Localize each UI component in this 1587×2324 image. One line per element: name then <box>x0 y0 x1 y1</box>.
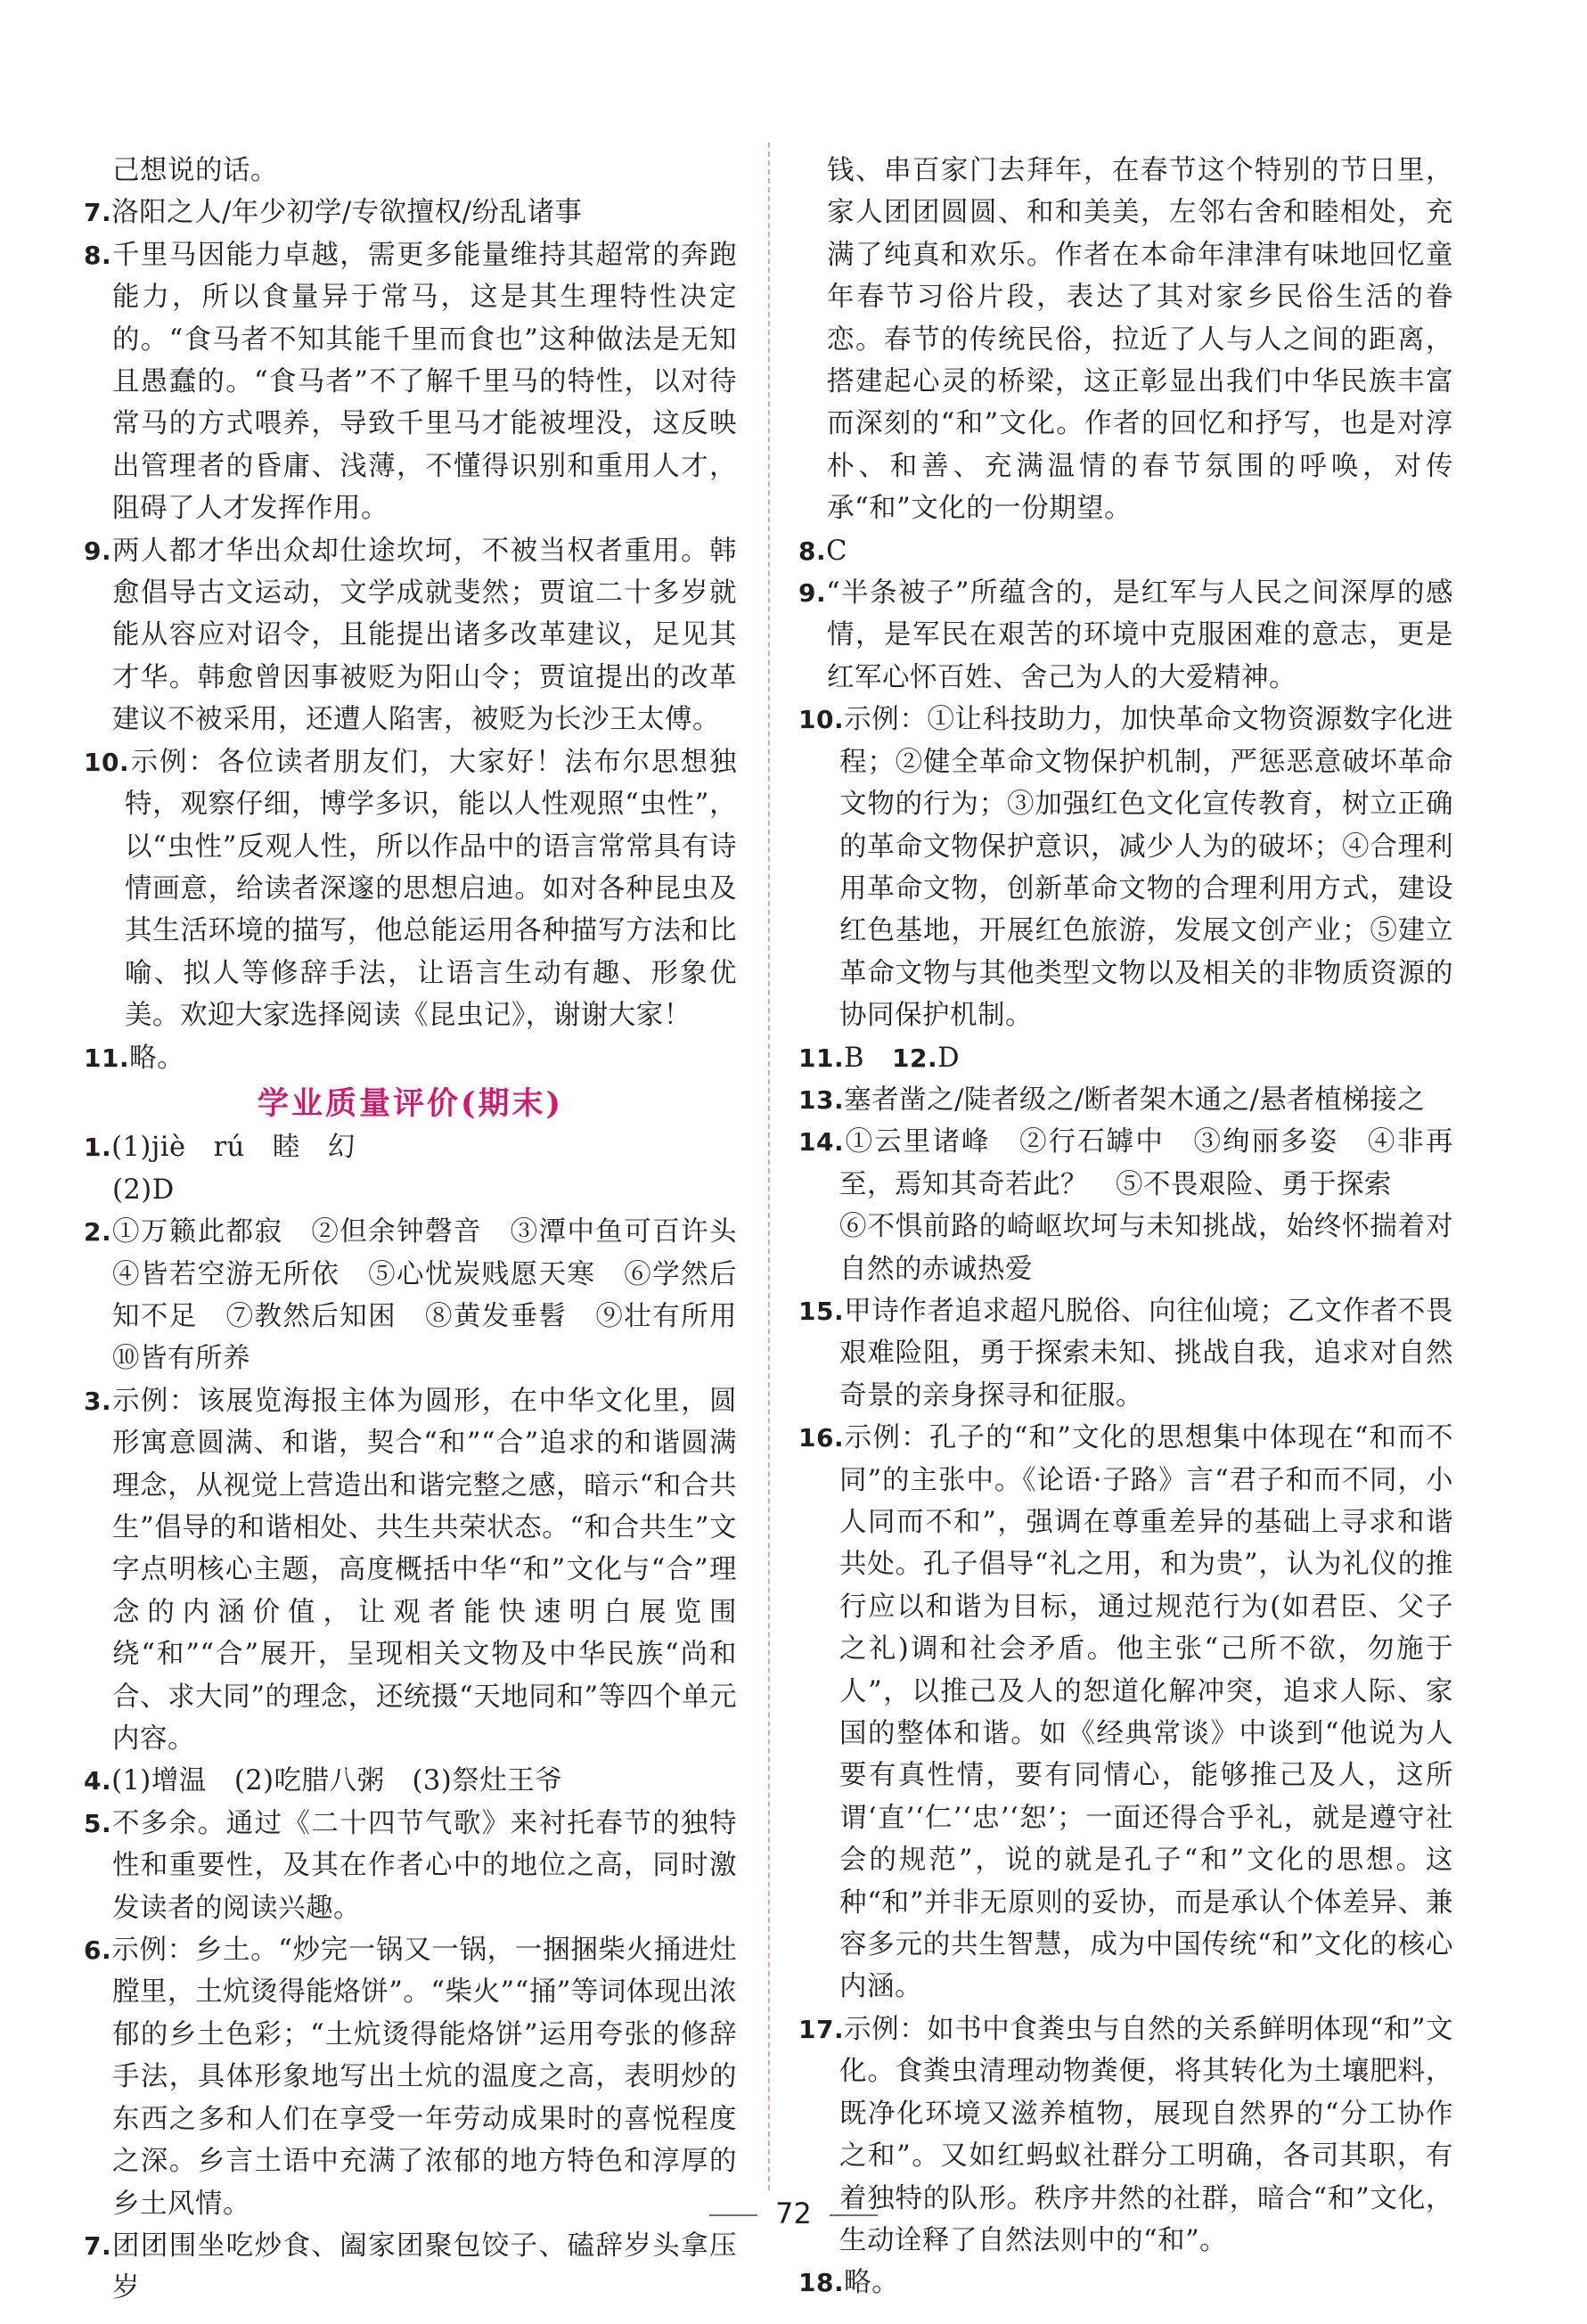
answer-number: 18. <box>798 2268 845 2298</box>
answer-7 <box>84 192 737 233</box>
right-column <box>798 150 1453 2304</box>
answer-text: 不多余。通过《二十四节气歌》来衬托春节的独特性和重要性，及其在作者心中的地位之高，同时激发读者的阅读兴趣。 <box>111 1807 737 1924</box>
answer-number: 13. <box>798 1084 845 1115</box>
answer-text: 两人都才华出众却仕途坎坷，不被当权者重用。韩愈倡导古文运动，文学成就斐然；贾谊二十多岁就能从容应对诏令，且能提出诸多改革建议，足见其才华。韩愈曾因事被贬为阳山令；贾谊提出的改革建议不被采用，还遭人陷害，被贬为长沙王太傅。 <box>111 535 737 736</box>
answer-number: 9. <box>798 578 827 609</box>
answer-number: 10. <box>84 747 130 777</box>
answer-10 <box>84 741 737 1037</box>
answer-number: 8. <box>798 536 827 566</box>
answer-text: 示例：孔子的“和”文化的思想集中体现在“和而不同”的主张中。《论语·子路》言“君子和而不同，小人同而不和”，强调在尊重差异的基础上寻求和谐共处。孔子倡导“礼之用，和为贵”，认为礼仪的推行应以和谐为目标，通过规范行为(如君臣、父子之礼)调和社会矛盾。他主张“己所不欲，勿施于人”，以推己及人的恕道化解冲突，追求人际、家国的整体和谐。如《经典常谈》中谈到“他说为人要有真性情，要有同情心，能够推己及人，这所谓‘直’‘仁’‘忠’‘恕’；一面还得合乎礼，就是遵守社会的规范”，说的就是孔子“和”文化的思想。这种“和”并非无原则的妥协，而是承认个体差异、兼容多元的共生智慧，成为中国传统“和”文化的核心内涵。 <box>839 1422 1453 2003</box>
left-column <box>84 150 765 2310</box>
answer-number: 3. <box>84 1386 112 1416</box>
answer-number: 14. <box>798 1127 845 1158</box>
page-number-dash-right <box>830 2214 878 2216</box>
exam-answer-7-continuation: 钱、串百家门去拜年，在春节这个特别的节日里，家人团团圆圆、和和美美，左邻右舍和睦相处，充满了纯真和欢乐。作者在本命年津津有味地回忆童年春节习俗片段，表达了其对家乡民俗生活的眷恋。春节的传统民俗，拉近了人与人之间的距离，搭建起心灵的桥梁，这正彰显出我们中华民族丰富而深刻的“和”文化。作者的回忆和抒写，也是对淳朴、和善、充满温情的春节氛围的呼唤，对传承“和”文化的一份期望。 <box>827 155 1453 525</box>
answer-text: (1)jiè rú 睦 幻 <box>111 1132 356 1164</box>
answer-text: 示例：乡土。“炒完一锅又一锅，一捆捆柴火捅进灶膛里，土炕烫得能烙饼”。“柴火”“捅”等词体现出浓郁的乡土色彩；“土炕烫得能烙饼”运用夸张的修辞手法，具体形象地写出土炕的温度之高，表明炒的东西之多和人们在享受一年劳动成果时的喜悦程度之深。乡言土语中充满了浓郁的地方特色和淳厚的乡土风情。 <box>111 1935 737 2220</box>
answer-number: 6. <box>84 1935 112 1966</box>
section-title: 学业质量评价(期末) <box>257 1084 564 1122</box>
answer-text: 塞者凿之/陡者级之/断者架木通之/悬者植梯接之 <box>844 1084 1426 1116</box>
answer-number: 10. <box>798 705 845 735</box>
answer-text: “半条被子”所蕴含的，是红军与人民之间深厚的感情，是军民在艰苦的环境中克服困难的意志，更是红军心怀百姓、舍己为人的大爱精神。 <box>826 577 1453 693</box>
exam-answer-1-part-2: (2)D <box>112 1174 175 1206</box>
answer-number: 12. <box>892 1043 938 1073</box>
exam-answer-15 <box>798 1290 1453 1417</box>
exam-answer-5 <box>84 1803 737 1929</box>
answer-text: ①云里诸峰 ②行石罅中 ③绚丽多姿 ④非再至，焉知其奇若此？ ⑤不畏艰险、勇于探索 <box>839 1126 1453 1200</box>
page-number-value: 72 <box>775 2197 812 2230</box>
answer-9 <box>84 530 737 741</box>
answer-text: 甲诗作者追求超凡脱俗、向往仙境；乙文作者不畏艰难险阻，勇于探索未知、挑战自我，追求对自然奇景的亲身探寻和征服。 <box>839 1295 1453 1412</box>
answer-text: 团团围坐吃炒食、阖家团聚包饺子、磕辞岁头拿压岁 <box>111 2230 737 2304</box>
exam-answer-7 <box>84 2225 737 2310</box>
answer-number: 1. <box>84 1133 112 1163</box>
exam-answer-14 <box>798 1121 1453 1206</box>
answer-number: 7. <box>84 198 112 228</box>
answer-number: 16. <box>798 1423 845 1453</box>
exam-answer-8 <box>798 530 1453 572</box>
answer-continuation: 己想说的话。 <box>112 155 278 186</box>
page-number-dash-left <box>709 2214 757 2216</box>
answer-number: 4. <box>84 1766 112 1796</box>
exam-answer-9 <box>798 572 1453 699</box>
answer-number: 8. <box>84 240 112 270</box>
answer-number: 17. <box>798 2014 845 2044</box>
answer-text: 示例：各位读者朋友们，大家好！法布尔思想独特，观察仔细，博学多识，能以人性观照“虫性”，以“虫性”反观人性，所以作品中的语言常常具有诗情画意，给读者深邃的思想启迪。如对各种昆虫及其生活环境的描写，他总能运用各种描写方法和比喻、拟人等修辞手法，让语言生动有趣、形象优美。欢迎大家选择阅读《昆虫记》，谢谢大家！ <box>125 746 737 1032</box>
answer-number: 11. <box>798 1043 845 1073</box>
exam-answer-1 <box>84 1126 737 1168</box>
answer-text: 示例：该展览海报主体为圆形，在中华文化里，圆形寓意圆满、和谐，契合“和”“合”追求的和谐圆满理念，从视觉上营造出和谐完整之感，暗示“和合共生”倡导的和谐相处、共生共荣状态。“和合共生”文字点明核心主题，高度概括中华“和”文化与“合”理念的内涵价值，让观者能快速明白展览围绕“和”“合”展开，呈现相关文物及中华民族“尚和合、求大同”的理念，还统摄“天地同和”等四个单元内容。 <box>111 1385 737 1755</box>
answer-number: 9. <box>84 536 112 566</box>
answer-text: ①万籁此都寂 ②但余钟磬音 ③潭中鱼可百许头 ④皆若空游无所依 ⑤心忧炭贱愿天寒 ⑥学然后知不足 ⑦教然后知困 ⑧黄发垂髫 ⑨壮有所用 ⑩皆有所养 <box>111 1216 765 1375</box>
exam-answer-11-12 <box>798 1037 1453 1079</box>
answer-text: (1)增温 (2)吃腊八粥 (3)祭灶王爷 <box>111 1765 563 1797</box>
page-number <box>0 2197 1587 2230</box>
answer-text: 示例：①让科技助力，加快革命文物资源数字化进程；②健全革命文物保护机制，严惩恶意破坏革命文物的行为；③加强红色文化宣传教育，树立正确的革命文物保护意识，减少人为的破坏；④合理利用革命文物，创新革命文物的合理利用方式，建设红色基地，开展红色旅游，发展文创产业；⑤建立革命文物与其他类型文物以及相关的非物质资源的协同保护机制。 <box>839 704 1453 1032</box>
answer-text: C <box>826 535 847 567</box>
exam-answer-4 <box>84 1760 737 1802</box>
answer-number: 2. <box>84 1217 112 1248</box>
answer-text: B <box>844 1042 865 1074</box>
exam-answer-13 <box>798 1079 1453 1121</box>
answer-text: 洛阳之人/年少初学/专欲擅权/纷乱诸事 <box>111 197 583 229</box>
answer-text: D <box>937 1042 961 1074</box>
exam-answer-2 <box>84 1211 765 1380</box>
exam-answer-6 <box>84 1929 737 2225</box>
exam-answer-14-part-2: ⑥不惧前路的崎岖坎坷与未知挑战，始终怀揣着对自然的赤诚热爱 <box>839 1211 1453 1285</box>
answer-number: 11. <box>84 1043 130 1073</box>
answer-text: 千里马因能力卓越，需更多能量维持其超常的奔跑能力，所以食量异于常马，这是其生理特性决定的。“食马者不知其能千里而食也”这种做法是无知且愚蠢的。“食马者”不了解千里马的特性，以对待常马的方式喂养，导致千里马才能被埋没，这反映出管理者的昏庸、浅薄，不懂得识别和重用人才，阻碍了人才发挥作用。 <box>111 239 737 525</box>
answer-text: 略。 <box>844 2267 900 2299</box>
answer-number: 7. <box>84 2230 112 2261</box>
column-divider <box>768 143 770 2190</box>
answer-text: 示例：如书中食粪虫与自然的关系鲜明体现“和”文化。食粪虫清理动物粪便，将其转化为土壤肥料，既净化环境又滋养植物，展现自然界的“分工协作之和”。又如红蚂蚁社群分工明确，各司其职，有着独特的队形。秩序井然的社群，暗合“和”文化，生动诠释了自然法则中的“和”。 <box>839 2013 1453 2256</box>
exam-answer-10 <box>798 699 1453 1036</box>
answer-number: 15. <box>798 1296 845 1326</box>
answer-number: 5. <box>84 1808 112 1838</box>
answer-8 <box>84 234 737 530</box>
exam-answer-16 <box>798 1417 1453 2009</box>
answer-text: 略。 <box>129 1042 185 1074</box>
exam-answer-3 <box>84 1380 737 1761</box>
answer-11 <box>84 1037 737 1079</box>
exam-answer-18 <box>798 2262 1453 2304</box>
